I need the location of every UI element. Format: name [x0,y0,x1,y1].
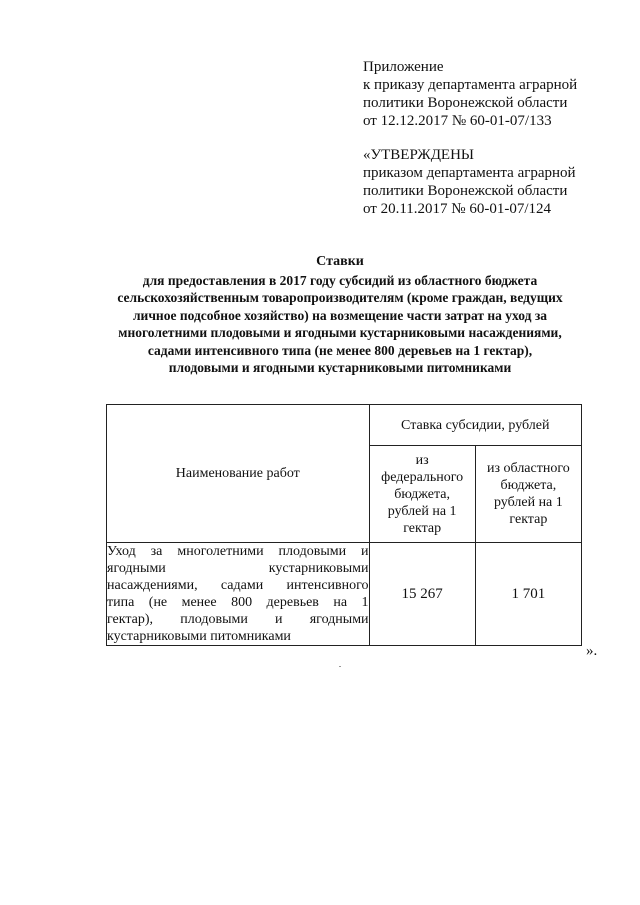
closing-quote-mark: ». [586,643,598,659]
title-line: садами интенсивного типа (не менее 800 деревьев на 1 гектар), [147,342,533,358]
appendix-line: Приложение [363,59,444,75]
title-line: для предоставления в 2017 году субсидий из областного бюджета [142,272,538,288]
header-rate: Ставка субсидии, рублей [369,405,581,446]
table-header-row [107,405,582,446]
approved-block [363,146,623,218]
work-name-cell [107,543,370,646]
title-line: сельскохозяйственным товаропроизводителям (кроме граждан, ведущих [117,290,563,305]
federal-rate-value: 15 267 [369,543,475,646]
header-federal-line: федерального [381,469,464,485]
approved-line: политики Воронежской области [363,183,568,199]
header-regional-line: бюджета, [500,478,557,493]
approved-line: от 20.11.2017 № 60-01-07/124 [363,201,552,217]
title-line: плодовыми и ягодными кустарниковыми питомниками [168,360,512,375]
work-name-line: ягодными кустарниковыми [107,561,369,576]
work-name-line: кустарниковыми питомниками [107,629,291,644]
rates-table [106,404,582,646]
appendix-line: к приказу департамента аграрной [363,77,578,93]
regional-rate-value: 1 701 [475,543,581,646]
header-work-name: Наименование работ [107,405,370,543]
header-regional-line: из областного [487,461,570,476]
header-regional-line: рублей на 1 [493,495,563,510]
header-federal-line: бюджета, [394,486,450,502]
approved-line: приказом департамента аграрной [363,165,576,181]
table-row [107,543,582,646]
work-name-line: насаждениями, садами интенсивного [107,578,369,593]
work-name-line: Уход за многолетними плодовыми и [107,544,369,559]
scan-dot [339,666,341,667]
appendix-line: от 12.12.2017 № 60-01-07/133 [363,113,552,129]
header-regional [475,446,581,543]
header-regional-line: гектар [509,512,548,527]
header-federal-line: рублей на 1 [387,503,457,519]
header-federal-line: из [415,452,429,468]
header-federal [369,446,475,543]
title-line: многолетними плодовыми и ягодными кустарниковыми насаждениями, [118,325,562,340]
appendix-block [363,58,623,130]
appendix-line: политики Воронежской области [363,95,568,111]
header-federal-line: гектар [403,520,442,536]
approved-line: «УТВЕРЖДЕНЫ [363,147,475,163]
document-title [70,253,610,377]
work-name-line: типа (не менее 800 деревьев на 1 [107,595,369,610]
work-name-line: гектар), плодовыми и ягодными [107,612,369,627]
title-heading: Ставки [316,254,364,269]
title-line: личное подсобное хозяйство) на возмещение части затрат на уход за [132,307,548,323]
